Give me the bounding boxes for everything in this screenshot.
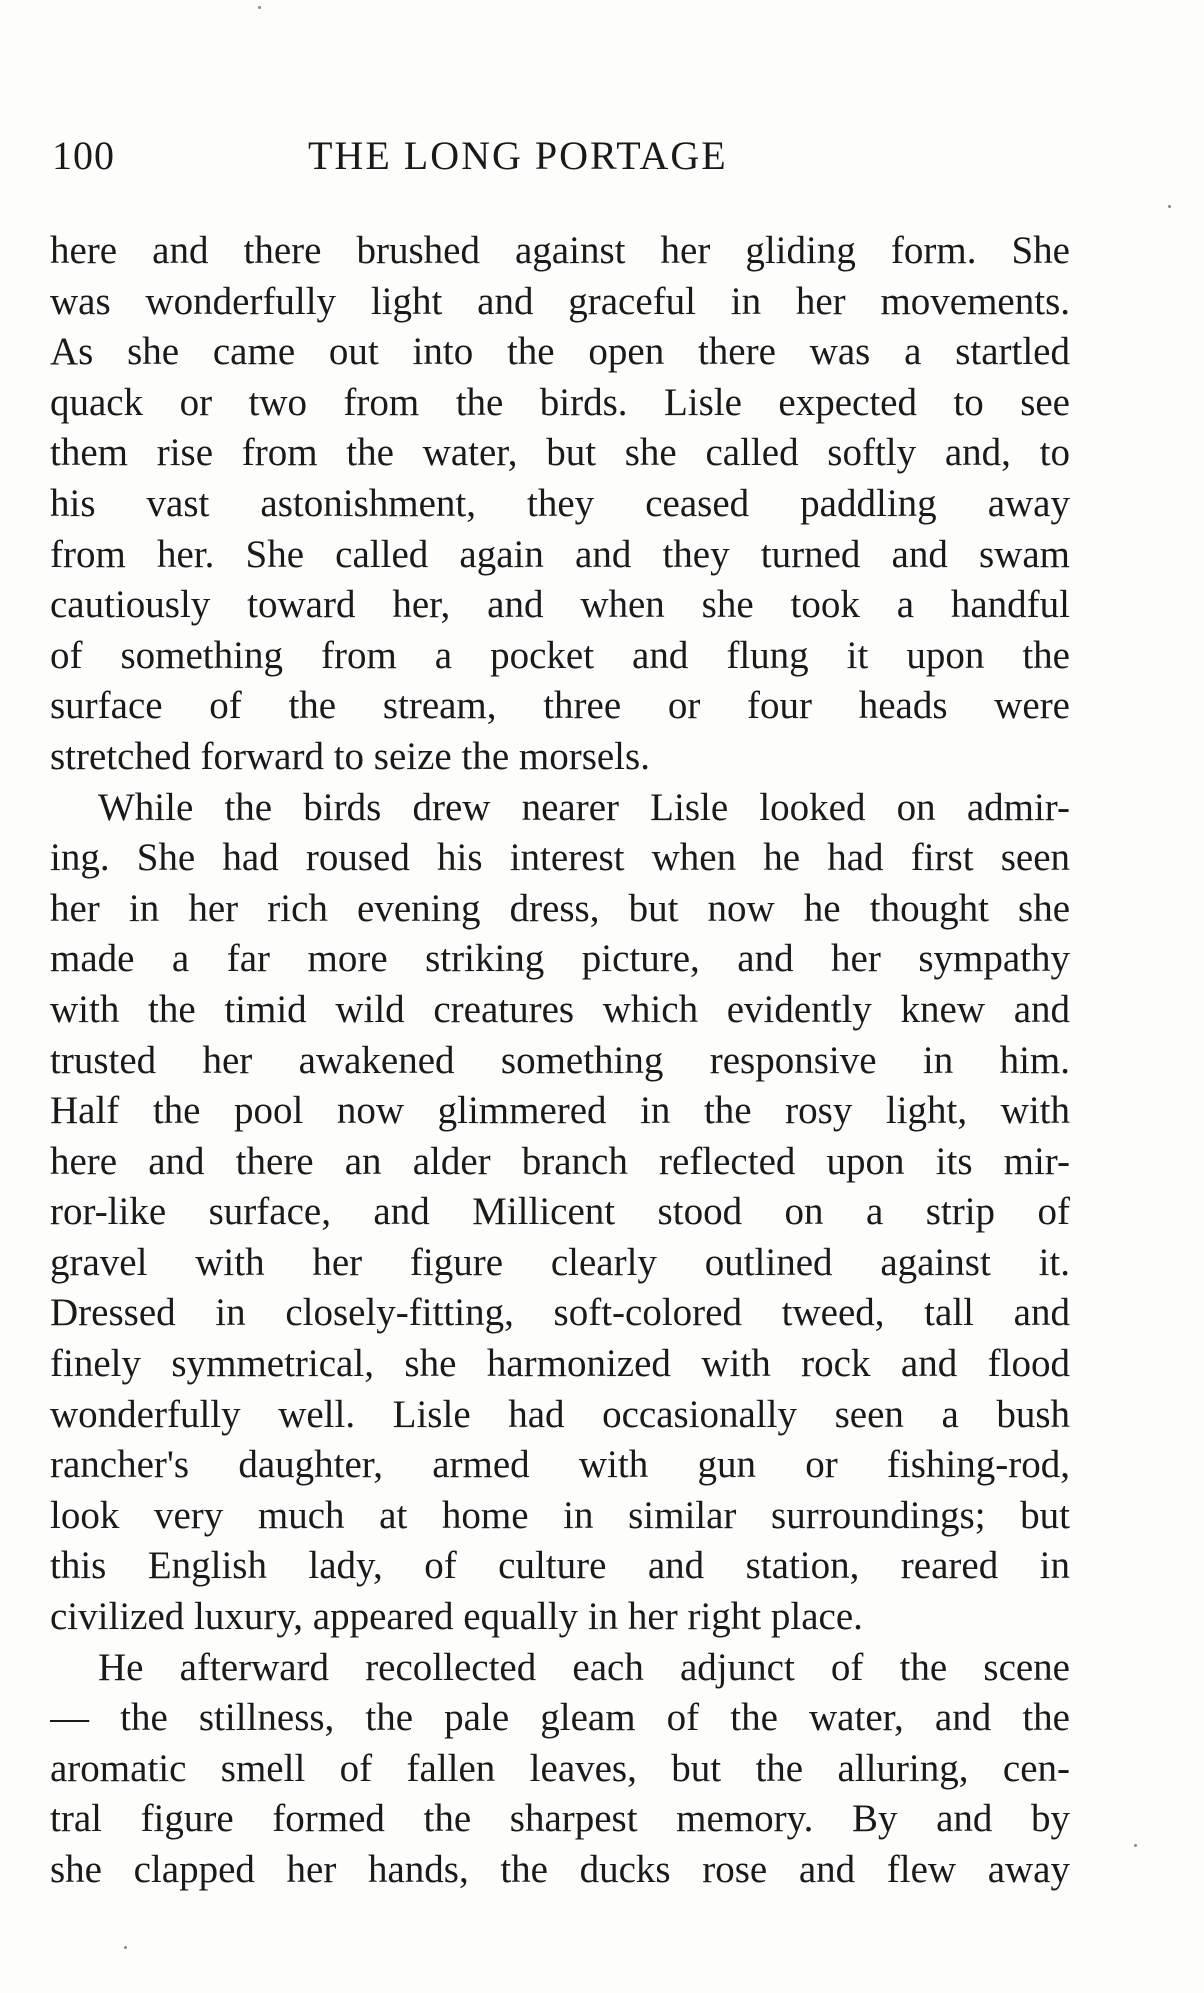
paper-speck — [1134, 1844, 1137, 1847]
text-line: wonderfully well. Lisle had occasionally seen a bush — [50, 1392, 1070, 1436]
text-line: from her. She called again and they turned and swam — [50, 532, 1070, 576]
text-line: his vast astonishment, they ceased paddling away — [50, 481, 1070, 525]
text-line: As she came out into the open there was a startled — [50, 330, 1070, 374]
running-header — [52, 132, 1072, 182]
text-line: aromatic smell of fallen leaves, but the alluring, cen- — [50, 1746, 1070, 1790]
paper-speck — [258, 6, 261, 9]
paragraph — [50, 226, 1070, 783]
text-line: quack or two from the birds. Lisle expected to see — [50, 380, 1070, 424]
text-line: While the birds drew nearer Lisle looked on admir- — [98, 785, 1070, 829]
text-line: rancher's daughter, armed with gun or fishing-rod, — [50, 1443, 1070, 1487]
page-number: 100 — [52, 133, 115, 178]
paper-speck — [124, 1946, 127, 1949]
text-line: ror-like surface, and Millicent stood on a strip of — [50, 1190, 1070, 1234]
text-line: was wonderfully light and graceful in her movements. — [50, 279, 1070, 323]
text-line: with the timid wild creatures which evidently knew and — [50, 987, 1070, 1031]
text-line: ing. She had roused his interest when he had first seen — [50, 836, 1070, 880]
text-line: this English lady, of culture and station, reared in — [50, 1544, 1070, 1588]
text-line: trusted her awakened something responsive in him. — [50, 1038, 1070, 1082]
text-line: Dressed in closely-fitting, soft-colored tweed, tall and — [50, 1291, 1070, 1335]
text-line: surface of the stream, three or four heads were — [50, 684, 1070, 728]
text-line: of something from a pocket and flung it upon the — [50, 633, 1070, 677]
text-line: them rise from the water, but she called softly and, to — [50, 431, 1070, 475]
text-line: here and there brushed against her gliding form. She — [50, 229, 1070, 272]
text-line: cautiously toward her, and when she took a handful — [50, 583, 1070, 627]
paragraph — [50, 783, 1070, 1643]
running-title: THE LONG PORTAGE — [308, 133, 728, 178]
text-line: Half the pool now glimmered in the rosy light, with — [50, 1089, 1070, 1133]
text-line: look very much at home in similar surroundings; but — [50, 1493, 1070, 1537]
text-line: finely symmetrical, she harmonized with rock and flood — [50, 1342, 1070, 1386]
text-line: here and there an alder branch reflected upon its mir- — [50, 1139, 1070, 1183]
text-line: she clapped her hands, the ducks rose and flew away — [50, 1848, 1070, 1891]
text-line: made a far more striking picture, and her sympathy — [50, 937, 1070, 981]
text-line: He afterward recollected each adjunct of the scene — [98, 1645, 1070, 1689]
text-line: gravel with her figure clearly outlined against it. — [50, 1240, 1070, 1284]
paper-speck — [1168, 205, 1171, 208]
text-line: her in her rich evening dress, but now he thought she — [50, 886, 1070, 930]
text-line: — the stillness, the pale gleam of the water, and the — [50, 1696, 1070, 1740]
body-text — [50, 226, 1070, 1896]
text-line: tral figure formed the sharpest memory. By and by — [50, 1797, 1070, 1841]
paragraph — [50, 1643, 1070, 1896]
text-line: civilized luxury, appeared equally in her right place. — [50, 1595, 863, 1639]
text-line: stretched forward to seize the morsels. — [50, 734, 650, 778]
